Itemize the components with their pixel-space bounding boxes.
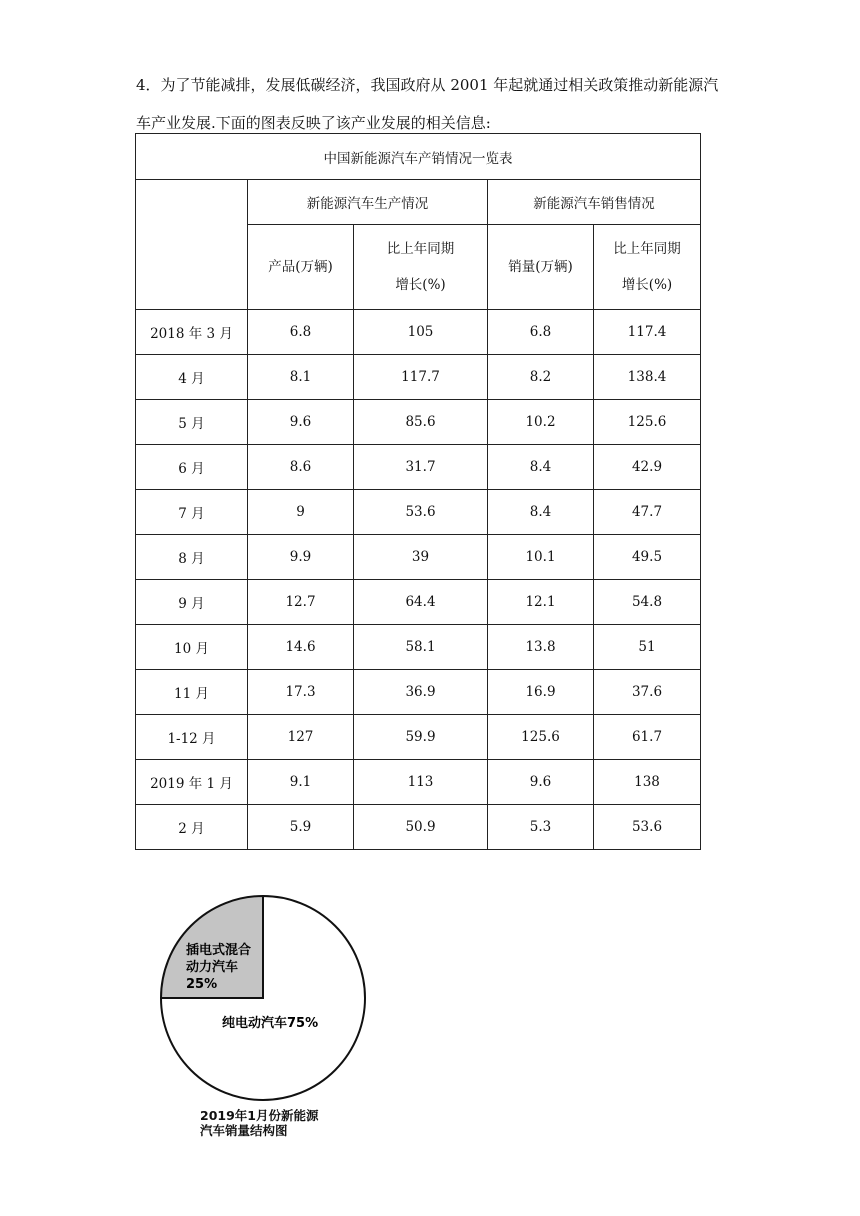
- cell-production: 12.7: [248, 580, 354, 625]
- question-text: [136, 66, 736, 142]
- cell-production-growth: 39: [354, 535, 488, 580]
- slice-label-hybrid-line1: 插电式混合: [186, 943, 252, 958]
- pie-caption-line1: 2019年1月份新能源: [200, 1108, 319, 1123]
- cell-month: 6 月: [136, 445, 248, 490]
- cell-production-growth: 53.6: [354, 490, 488, 535]
- cell-month: 11 月: [136, 670, 248, 715]
- cell-sales: 125.6: [488, 715, 594, 760]
- cell-sales: 16.9: [488, 670, 594, 715]
- cell-sales-growth: 42.9: [594, 445, 701, 490]
- cell-sales-growth: 49.5: [594, 535, 701, 580]
- table-row: [136, 310, 701, 355]
- cell-month: 8 月: [136, 535, 248, 580]
- cell-month: 2019 年 1 月: [136, 760, 248, 805]
- cell-month: 2018 年 3 月: [136, 310, 248, 355]
- table-row: [136, 760, 701, 805]
- table-row: [136, 715, 701, 760]
- cell-production-growth: 85.6: [354, 400, 488, 445]
- header-sales: 销量(万辆): [488, 225, 594, 310]
- cell-month: 1-12 月: [136, 715, 248, 760]
- cell-production: 6.8: [248, 310, 354, 355]
- cell-sales: 10.2: [488, 400, 594, 445]
- table-corner-cell: [136, 180, 248, 310]
- cell-production: 17.3: [248, 670, 354, 715]
- cell-production-growth: 105: [354, 310, 488, 355]
- cell-month: 7 月: [136, 490, 248, 535]
- cell-production: 127: [248, 715, 354, 760]
- cell-sales-growth: 125.6: [594, 400, 701, 445]
- cell-sales-growth: 51: [594, 625, 701, 670]
- cell-sales: 6.8: [488, 310, 594, 355]
- cell-month: 4 月: [136, 355, 248, 400]
- cell-month: 2 月: [136, 805, 248, 850]
- cell-production: 9.1: [248, 760, 354, 805]
- cell-production-growth: 31.7: [354, 445, 488, 490]
- cell-production-growth: 50.9: [354, 805, 488, 850]
- table-row: [136, 355, 701, 400]
- cell-production-growth: 117.7: [354, 355, 488, 400]
- cell-production: 8.1: [248, 355, 354, 400]
- cell-month: 9 月: [136, 580, 248, 625]
- table-row: [136, 490, 701, 535]
- question-line-1: 4．为了节能减排，发展低碳经济，我国政府从 2001 年起就通过相关政策推动新能源汽: [136, 76, 719, 94]
- cell-production: 9: [248, 490, 354, 535]
- cell-sales: 10.1: [488, 535, 594, 580]
- pie-chart-caption: [200, 1108, 360, 1138]
- table-row: [136, 535, 701, 580]
- header-sales-growth-line1: 比上年同期: [613, 241, 681, 257]
- cell-sales: 8.4: [488, 490, 594, 535]
- table-row: [136, 580, 701, 625]
- header-sales-growth: [594, 225, 701, 310]
- cell-production-growth: 113: [354, 760, 488, 805]
- slice-label-hybrid-percent: 25%: [186, 977, 218, 992]
- pie-caption-line2: 汽车销量结构图: [200, 1123, 288, 1138]
- cell-sales-growth: 138: [594, 760, 701, 805]
- table-row: [136, 625, 701, 670]
- cell-sales: 8.2: [488, 355, 594, 400]
- cell-production-growth: 58.1: [354, 625, 488, 670]
- cell-month: 5 月: [136, 400, 248, 445]
- header-production-growth-line1: 比上年同期: [386, 241, 455, 257]
- cell-sales-growth: 47.7: [594, 490, 701, 535]
- cell-production-growth: 64.4: [354, 580, 488, 625]
- cell-production: 9.6: [248, 400, 354, 445]
- table-row: [136, 670, 701, 715]
- table-row: [136, 445, 701, 490]
- cell-production: 14.6: [248, 625, 354, 670]
- cell-sales: 8.4: [488, 445, 594, 490]
- header-production-growth: [354, 225, 488, 310]
- cell-month: 10 月: [136, 625, 248, 670]
- header-sales-growth-line2: 增长(%): [621, 277, 673, 293]
- table-row: [136, 400, 701, 445]
- cell-sales-growth: 138.4: [594, 355, 701, 400]
- slice-label-electric: 纯电动汽车75%: [222, 1016, 319, 1031]
- cell-production: 9.9: [248, 535, 354, 580]
- table-title: 中国新能源汽车产销情况一览表: [136, 134, 701, 180]
- header-production: 产品(万辆): [248, 225, 354, 310]
- cell-sales: 9.6: [488, 760, 594, 805]
- cell-sales-growth: 54.8: [594, 580, 701, 625]
- header-production-group: 新能源汽车生产情况: [248, 180, 488, 225]
- table-body: [136, 310, 701, 850]
- cell-production: 5.9: [248, 805, 354, 850]
- cell-sales-growth: 117.4: [594, 310, 701, 355]
- question-line-2: 车产业发展.下面的图表反映了该产业发展的相关信息:: [136, 114, 491, 132]
- header-sales-group: 新能源汽车销售情况: [488, 180, 701, 225]
- cell-production: 8.6: [248, 445, 354, 490]
- cell-production-growth: 59.9: [354, 715, 488, 760]
- slice-label-hybrid-line2: 动力汽车: [186, 960, 239, 975]
- header-production-growth-line2: 增长(%): [395, 277, 446, 293]
- pie-svg: [150, 885, 380, 1105]
- cell-sales: 5.3: [488, 805, 594, 850]
- table-row: [136, 805, 701, 850]
- cell-sales: 13.8: [488, 625, 594, 670]
- cell-sales-growth: 61.7: [594, 715, 701, 760]
- cell-sales-growth: 37.6: [594, 670, 701, 715]
- cell-sales-growth: 53.6: [594, 805, 701, 850]
- cell-production-growth: 36.9: [354, 670, 488, 715]
- cell-sales: 12.1: [488, 580, 594, 625]
- sales-table: [135, 133, 701, 850]
